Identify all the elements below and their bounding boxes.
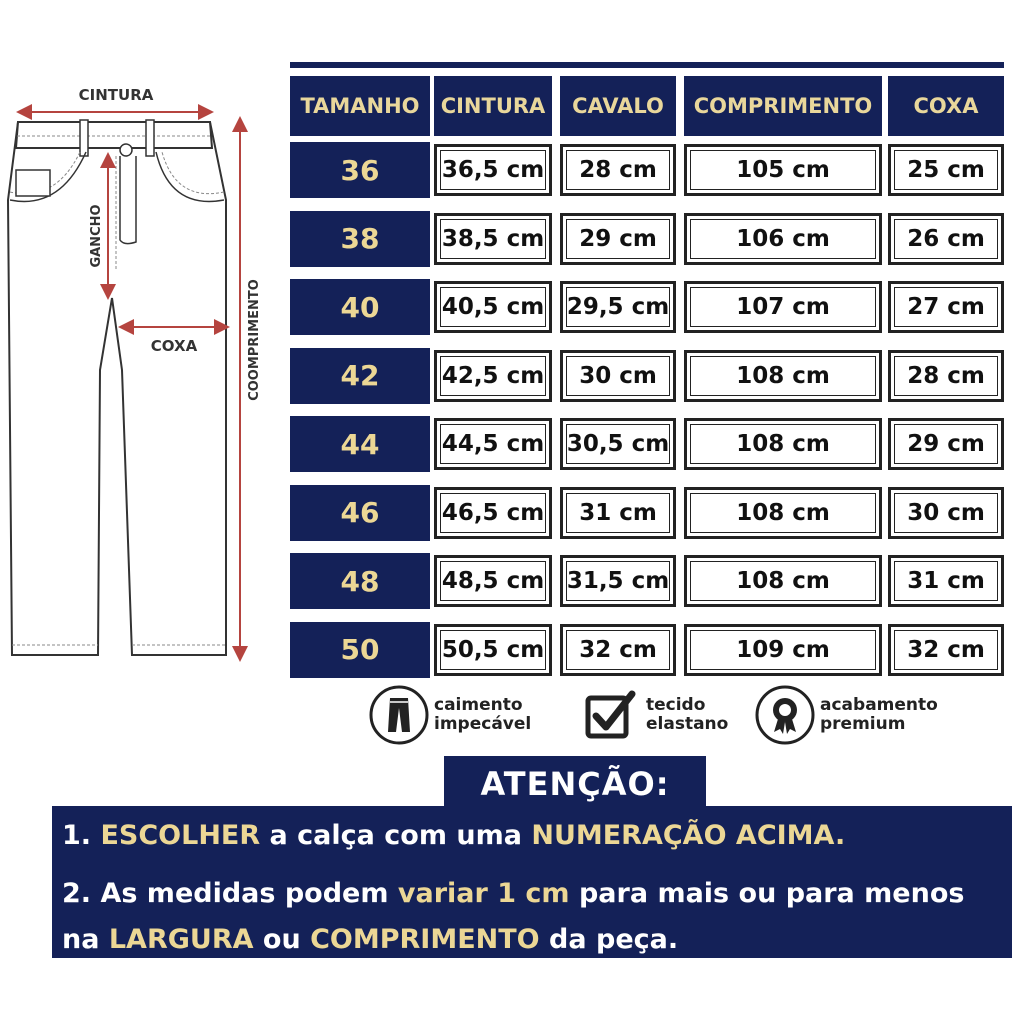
feature-label: acabamento premium	[820, 695, 938, 734]
value-cell-comprimento: 108 cm	[684, 487, 882, 539]
value-cell-cintura: 42,5 cm	[434, 350, 552, 402]
feature-acabamento	[754, 682, 938, 748]
feature-label: caimento impecável	[434, 695, 532, 734]
label-cintura: CINTURA	[78, 86, 154, 104]
header-tamanho: TAMANHO	[290, 76, 430, 136]
label-gancho: GANCHO	[89, 204, 104, 268]
value-cell-coxa: 29 cm	[888, 418, 1004, 470]
header-cintura: CINTURA	[434, 76, 552, 136]
size-cell: 48	[290, 553, 430, 609]
attention-line-1	[62, 820, 845, 851]
attention-line-2	[62, 878, 964, 909]
feature-tecido	[580, 682, 728, 748]
feature-caimento	[368, 682, 531, 748]
value-cell-cavalo: 30 cm	[560, 350, 676, 402]
value-cell-cintura: 46,5 cm	[434, 487, 552, 539]
body-text: 1.	[62, 820, 101, 851]
attention-box	[52, 806, 1012, 958]
value-cell-coxa: 28 cm	[888, 350, 1004, 402]
highlight-text: LARGURA	[108, 924, 254, 955]
value-cell-cintura: 40,5 cm	[434, 281, 552, 333]
highlight-text: NUMERAÇÃO ACIMA.	[531, 820, 846, 851]
value-cell-cintura: 36,5 cm	[434, 144, 552, 196]
feature-label: tecido elastano	[646, 695, 729, 734]
body-text: da peça.	[539, 924, 679, 955]
features-row	[368, 682, 988, 748]
body-text: a calça com uma	[260, 820, 532, 851]
value-cell-cavalo: 29 cm	[560, 213, 676, 265]
size-cell: 44	[290, 416, 430, 472]
value-cell-coxa: 27 cm	[888, 281, 1004, 333]
pants-measurement-diagram	[0, 70, 280, 670]
value-cell-comprimento: 106 cm	[684, 213, 882, 265]
value-cell-cavalo: 28 cm	[560, 144, 676, 196]
value-cell-cavalo: 29,5 cm	[560, 281, 676, 333]
attention-line-3	[62, 924, 678, 955]
size-cell: 36	[290, 142, 430, 198]
body-text: para mais ou para menos	[569, 878, 965, 909]
body-text: ou	[253, 924, 311, 955]
value-cell-comprimento: 108 cm	[684, 418, 882, 470]
size-cell: 42	[290, 348, 430, 404]
highlight-text: ESCOLHER	[100, 820, 261, 851]
medal-icon	[754, 684, 816, 746]
table-top-bar	[290, 62, 1004, 68]
value-cell-coxa: 26 cm	[888, 213, 1004, 265]
value-cell-cintura: 50,5 cm	[434, 624, 552, 676]
attention-title: ATENÇÃO:	[444, 756, 706, 812]
value-cell-comprimento: 107 cm	[684, 281, 882, 333]
label-comprimento: COOMPRIMENTO	[247, 279, 262, 401]
value-cell-cavalo: 32 cm	[560, 624, 676, 676]
value-cell-coxa: 32 cm	[888, 624, 1004, 676]
value-cell-cintura: 38,5 cm	[434, 213, 552, 265]
header-comprimento: COMPRIMENTO	[684, 76, 882, 136]
value-cell-cintura: 48,5 cm	[434, 555, 552, 607]
value-cell-cavalo: 31 cm	[560, 487, 676, 539]
jeans-icon	[368, 684, 430, 746]
highlight-text: COMPRIMENTO	[310, 924, 540, 955]
body-text: 2. As medidas podem	[62, 878, 398, 909]
label-coxa: COXA	[150, 337, 198, 355]
value-cell-cavalo: 31,5 cm	[560, 555, 676, 607]
value-cell-cintura: 44,5 cm	[434, 418, 552, 470]
value-cell-comprimento: 109 cm	[684, 624, 882, 676]
value-cell-comprimento: 108 cm	[684, 350, 882, 402]
header-coxa: COXA	[888, 76, 1004, 136]
value-cell-coxa: 31 cm	[888, 555, 1004, 607]
pants-drawing	[0, 70, 280, 670]
body-text: na	[62, 924, 109, 955]
highlight-text: variar 1 cm	[397, 878, 570, 909]
value-cell-cavalo: 30,5 cm	[560, 418, 676, 470]
size-cell: 40	[290, 279, 430, 335]
value-cell-comprimento: 108 cm	[684, 555, 882, 607]
value-cell-coxa: 25 cm	[888, 144, 1004, 196]
size-cell: 46	[290, 485, 430, 541]
size-cell: 38	[290, 211, 430, 267]
checkbox-icon	[580, 684, 642, 746]
value-cell-coxa: 30 cm	[888, 487, 1004, 539]
header-cavalo: CAVALO	[560, 76, 676, 136]
size-cell: 50	[290, 622, 430, 678]
value-cell-comprimento: 105 cm	[684, 144, 882, 196]
